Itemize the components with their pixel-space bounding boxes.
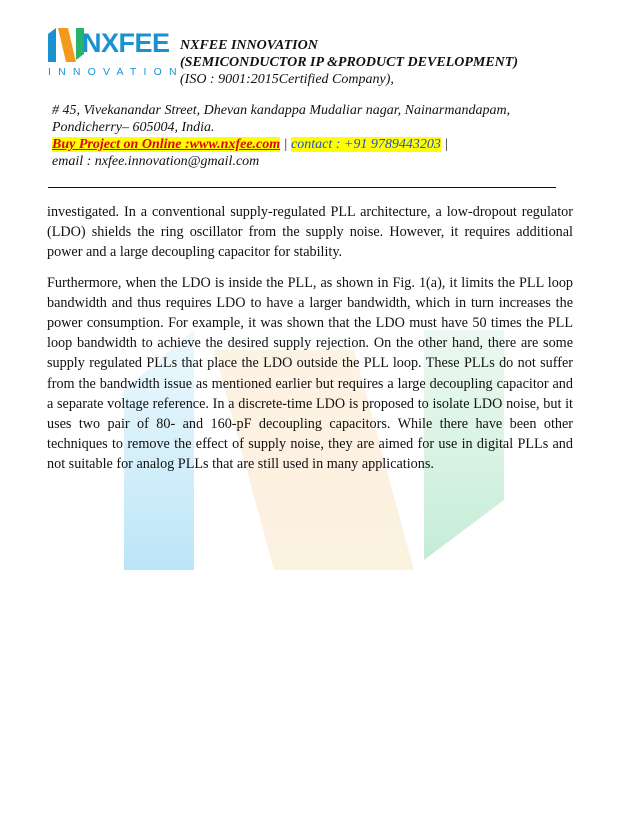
separator-2: | [440, 137, 449, 152]
nx-mark-icon [46, 26, 86, 64]
contact-block [52, 102, 612, 170]
address-line-1: # 45, Vivekanandar Street, Dhevan kandappa Mudaliar nagar, Nainarmandapam, [52, 103, 511, 118]
company-division: (SEMICONDUCTOR IP &PRODUCT DEVELOPMENT) [180, 55, 518, 70]
logo-wordmark: NXFEE [82, 28, 170, 58]
buy-project-label: Buy Project on Online : [52, 137, 190, 152]
logo-subtitle: INNOVATION [48, 66, 184, 78]
address-line-2: Pondicherry– 605004, India. [52, 120, 215, 135]
iso-certification: (ISO : 9001:2015Certified Company), [180, 72, 394, 87]
separator-1: | [280, 137, 292, 152]
contact-phone[interactable]: contact : +91 9789443203 [291, 137, 441, 152]
website-link[interactable]: www.nxfee.com [189, 137, 281, 152]
paragraph-1: investigated. In a conventional supply-regulated PLL architecture, a low-dropout regulator (LDO) shields the ring oscillator from the supply noise. However, it requires additional power and a large decoupling capacitor for stability. [47, 204, 573, 261]
body-text [47, 202, 573, 485]
company-header [180, 37, 620, 88]
online-contact-line [52, 136, 612, 153]
email-line[interactable]: email : nxfee.innovation@gmail.com [52, 154, 260, 169]
paragraph-2: Furthermore, when the LDO is inside the PLL, as shown in Fig. 1(a), it limits the PLL loop bandwidth and thus requires LDO to have a larger bandwidth, which in turn increases the power consumption. For example, it was shown that the LDO must have 50 times the PLL loop bandwidth to achieve the desired supply rejection. On the other hand, there are some supply regulated PLLs that place the LDO outside the PLL loop. These PLLs do not suffer from the bandwidth issue as mentioned earlier but requires a large decoupling capacitor and a separate voltage reference. In a discrete-time LDO is proposed to isolate LDO noise, but it uses two pair of 80- and 160-pF decoupling capacitors. While there have been other techniques to remove the effect of supply noise, they are aimed for use in digital PLLs and not suitable for analog PLLs that are still used in many applications. [47, 274, 573, 473]
header-divider [48, 187, 556, 188]
nxfee-logo [46, 26, 184, 80]
company-name: NXFEE INNOVATION [180, 38, 318, 53]
